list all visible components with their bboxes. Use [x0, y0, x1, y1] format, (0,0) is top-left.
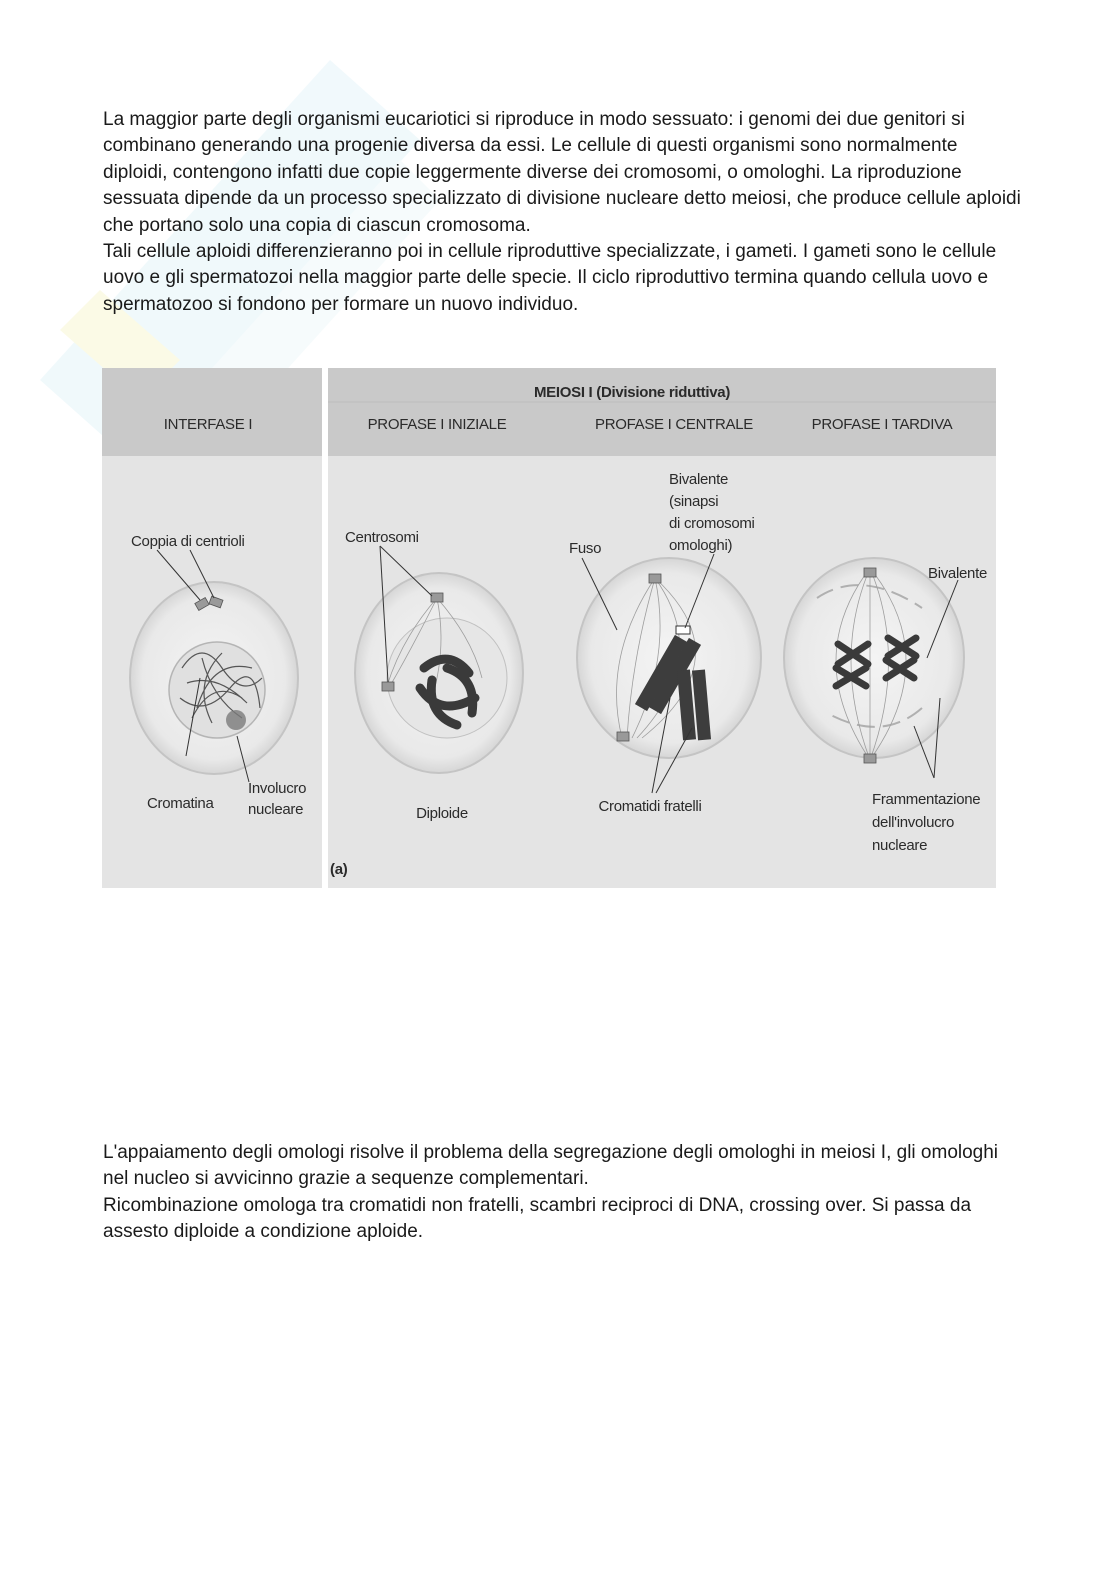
label-cromatina: Cromatina	[147, 795, 214, 812]
stage-profase-iniziale: PROFASE I INIZIALE	[367, 416, 507, 433]
label-frammentazione-3: nucleare	[872, 837, 928, 854]
label-involucro-1: Involucro	[248, 780, 307, 797]
label-centrosomi: Centrosomi	[345, 529, 419, 546]
panel-letter: (a)	[330, 861, 348, 878]
stage-interfase: INTERFASE I	[163, 416, 253, 433]
label-bivalente-4: omologhi)	[669, 537, 733, 554]
stage-profase-centrale: PROFASE I CENTRALE	[595, 416, 753, 433]
outro-paragraph-2: Ricombinazione omologa tra cromatidi non fratelli, scambri reciproci di DNA, crossing over. Si passa da assesto diploide a condizione aploide.	[103, 1194, 972, 1243]
label-bivalente-3: di cromosomi	[669, 515, 755, 532]
label-involucro-2: nucleare	[248, 801, 304, 818]
outro-text	[103, 1140, 1023, 1246]
label-coppia-centrioli: Coppia di centrioli	[131, 533, 245, 550]
label-frammentazione-1: Frammentazione	[872, 791, 981, 808]
intro-paragraph-1: La maggior parte degli organismi eucariotici si riproduce in modo sessuato: i genomi dei due genitori si combinano generando una progenie diversa da essi. Le cellule di questi organismi sono normalmente diploidi, contengono infatti due copie leggermente diverse dei cromosomi, o omologhi. La riproduzione sessuata dipende da un processo specializzato di divisione nucleare detto meiosi, che produce cellule aploidi che portano solo una copia di ciascun cromosoma.	[103, 109, 1021, 236]
meiosis-figure	[102, 368, 996, 888]
label-frammentazione-2: dell'involucro	[872, 814, 955, 831]
label-cromatidi-fratelli: Cromatidi fratelli	[598, 798, 702, 815]
intro-text	[103, 107, 1023, 318]
label-diploide: Diploide	[416, 805, 468, 822]
label-fuso: Fuso	[569, 540, 602, 557]
outro-paragraph-1: L'appaiamento degli omologi risolve il problema della segregazione degli omologhi in meiosi I, gli omologhi nel nucleo si avvicinno grazie a sequenze complementari.	[103, 1142, 999, 1190]
label-bivalente-1: Bivalente	[669, 471, 729, 488]
label-bivalente-tardiva: Bivalente	[928, 565, 988, 582]
meiosis-title: MEIOSI I (Divisione riduttiva)	[533, 384, 731, 401]
intro-paragraph-2: Tali cellule aploidi differenzieranno poi in cellule riproduttive specializzate, i gameti. I gameti sono le cellule uovo e gli spermatozoi nella maggior parte delle specie. Il ciclo riproduttivo termina quando cellula uovo e spermatozoo si fondono per formare un nuovo individuo.	[103, 241, 997, 315]
panel-divider	[322, 368, 328, 888]
stage-profase-tardiva: PROFASE I TARDIVA	[811, 416, 953, 433]
label-bivalente-2: (sinapsi	[669, 493, 719, 510]
